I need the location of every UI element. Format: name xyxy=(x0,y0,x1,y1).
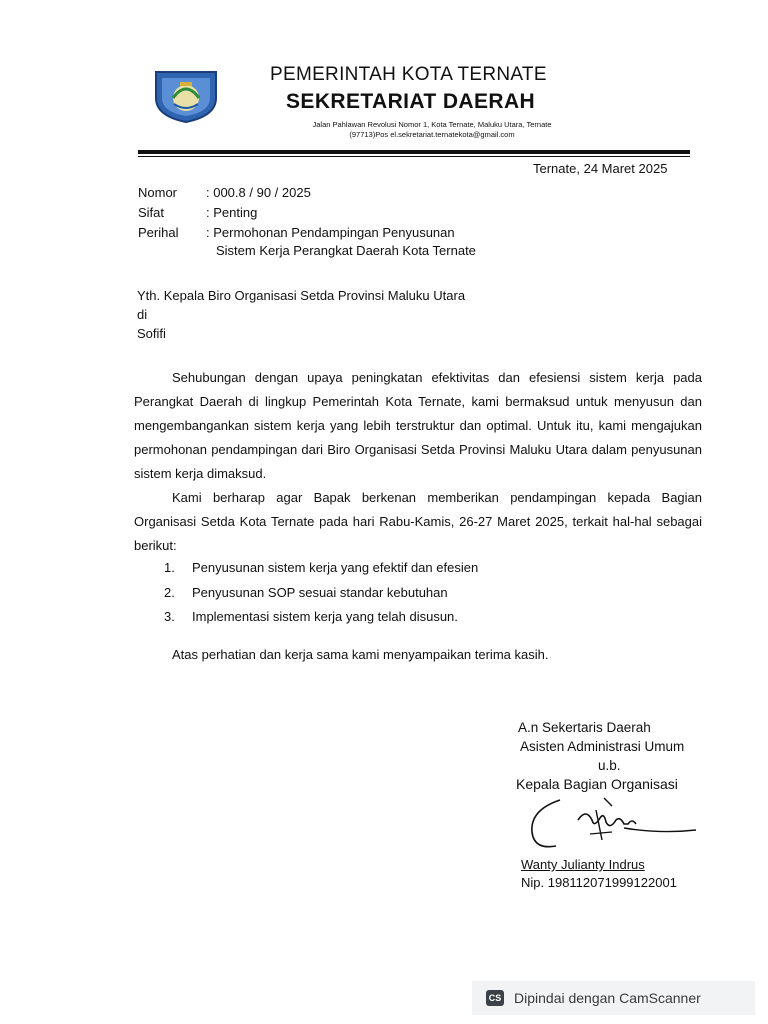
closing-sentence: Atas perhatian dan kerja sama kami menyampaikan terima kasih. xyxy=(172,647,549,662)
letter-date: Ternate, 24 Maret 2025 xyxy=(533,161,668,176)
signature-line1: A.n Sekertaris Daerah xyxy=(518,720,651,735)
signature-block xyxy=(510,718,730,794)
scanner-watermark xyxy=(472,981,755,1015)
meta-value-nomor: : 000.8 / 90 / 2025 xyxy=(206,185,311,200)
signatory-name: Wanty Julianty Indrus xyxy=(521,857,645,872)
meta-row-sifat xyxy=(138,203,455,223)
list-item-text: Penyusunan sistem kerja yang efektif dan efesien xyxy=(192,560,479,575)
signatory-nip: Nip. 198112071999122001 xyxy=(521,875,677,890)
list-item xyxy=(164,605,478,630)
city-emblem-icon xyxy=(150,68,222,124)
signature-line3: u.b. xyxy=(598,758,621,773)
meta-value-perihal: : Permohonan Pendampingan Penyusunan xyxy=(206,225,455,240)
meta-label-sifat: Sifat xyxy=(138,205,165,220)
addressee-block xyxy=(137,286,465,343)
letterhead-office-name: SEKRETARIAT DAERAH xyxy=(286,90,536,113)
list-item xyxy=(164,581,478,606)
meta-label-perihal: Perihal xyxy=(138,225,179,240)
body-paragraph-1: Sehubungan dengan upaya peningkatan efektivitas dan efesiensi sistem kerja pada Perangkat Daerah di lingkup Pemerintah Kota Ternate, kami bermaksud untuk menyusun dan mengembangankan sistem kerja yang lebih terstruktur dan optimal. Untuk itu, kami mengajukan permohonan pendampingan dari Biro Organisasi Setda Provinsi Maluku Utara dalam penyusunan sistem kerja dimaksud. xyxy=(134,370,702,481)
letter-meta xyxy=(138,183,455,243)
meta-row-nomor xyxy=(138,183,455,203)
meta-row-perihal xyxy=(138,223,455,243)
addressee-line1: Yth. Kepala Biro Organisasi Setda Provinsi Maluku Utara xyxy=(137,288,466,303)
body-list xyxy=(164,556,478,630)
meta-label-nomor: Nomor xyxy=(138,185,178,200)
list-item-number: 1. xyxy=(164,560,175,575)
list-item xyxy=(164,556,478,581)
meta-value-sifat: : Penting xyxy=(206,205,258,220)
letterhead-government-name: PEMERINTAH KOTA TERNATE xyxy=(270,64,547,85)
signature-line4: Kepala Bagian Organisasi xyxy=(516,776,678,792)
signature-line2: Asisten Administrasi Umum xyxy=(520,739,685,754)
body-paragraph-2: Kami berharap agar Bapak berkenan memberikan pendampingan kepada Bagian Organisasi Setda Kota Ternate pada hari Rabu-Kamis, 26-27 Maret 2025, terkait hal-hal sebagai berikut: xyxy=(134,490,702,553)
addressee-line2: di xyxy=(137,307,148,322)
camscanner-logo-icon: CS xyxy=(486,990,504,1006)
letter-body xyxy=(134,366,702,558)
letterhead-rule-thick xyxy=(138,150,690,154)
letterhead-rule-thin xyxy=(138,156,690,157)
meta-value-perihal-continued: Sistem Kerja Perangkat Daerah Kota Ternate xyxy=(216,243,476,258)
list-item-number: 2. xyxy=(164,584,175,600)
letterhead-address xyxy=(272,120,592,140)
letterhead-address-line1: Jalan Pahlawan Revolusi Nomor 1, Kota Ternate, Maluku Utara, Ternate xyxy=(312,120,552,129)
addressee-line3: Sofifi xyxy=(137,326,166,341)
list-item-number: 3. xyxy=(164,609,175,624)
letterhead-address-line2: (97713)Pos el.sekretariat.ternatekota@gmail.com xyxy=(349,130,515,139)
list-item-text: Implementasi sistem kerja yang telah disusun. xyxy=(192,609,458,624)
handwritten-signature xyxy=(520,790,700,856)
scanner-watermark-text: Dipindai dengan CamScanner xyxy=(514,990,701,1006)
list-item-text: Penyusunan SOP sesuai standar kebutuhan xyxy=(192,584,448,600)
